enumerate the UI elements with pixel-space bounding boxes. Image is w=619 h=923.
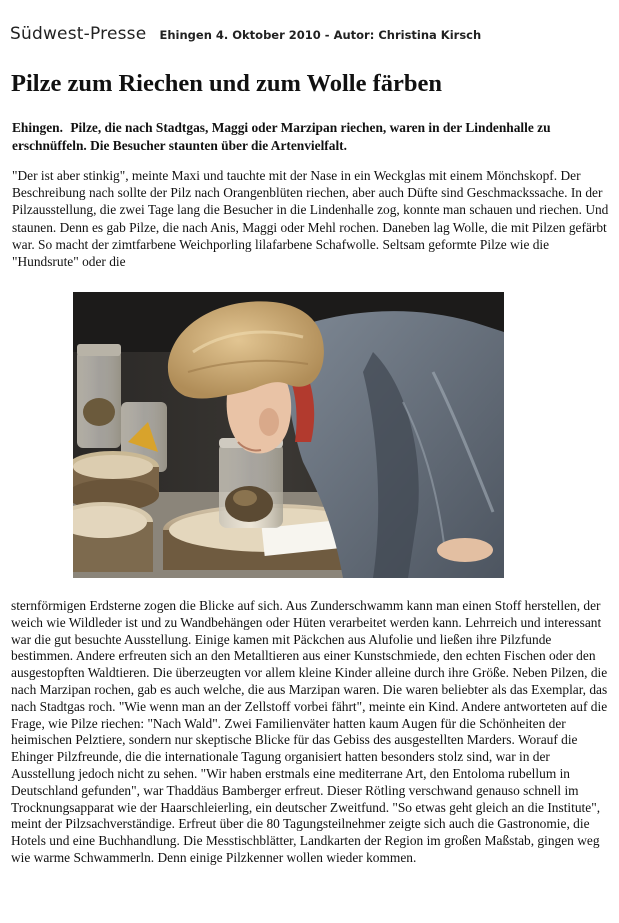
article-photo	[73, 292, 504, 578]
lead-location: Ehingen.	[12, 120, 63, 135]
headline: Pilze zum Riechen und zum Wolle färben	[11, 70, 442, 97]
newspaper-name: Südwest-Presse	[10, 24, 147, 44]
lead-paragraph	[12, 119, 612, 155]
body-paragraph-1: "Der ist aber stinkig", meinte Maxi und tauchte mit der Nase in ein Weckglas mit einem Mönchskopf. Der Beschreibung nach sollte der Pilz nach Orangenblüten riechen, aber auch Düfte sind Geschmackssache. In der Pilzausstellung, die zwei Tage lang die Besucher in die Lindenhalle zog, konnte man schauen und riechen. Und staunen. Denn es gab Pilze, die nach Anis, Maggi oder Mehl rochen. Daneben lag Wolle, die mit Pilzen gefärbt war. So macht der zimtfarbene Weichporling lilafarbene Schafwolle. Seltsam geformte Pilze wie die "Hundsrute" oder die	[12, 168, 609, 270]
lead-text: Pilze, die nach Stadtgas, Maggi oder Marzipan riechen, waren in der Lindenhalle zu erschnüffeln. Die Besucher staunten über die Artenvielfalt.	[12, 120, 551, 153]
photo-boy-smelling-mushroom-jar	[73, 292, 504, 578]
article-meta: Ehingen 4. Oktober 2010 - Autor: Christina Kirsch	[159, 28, 482, 42]
body-paragraph-2: sternförmigen Erdsterne zogen die Blicke auf sich. Aus Zunderschwamm kann man einen Stoff herstellen, der weich wie Wildleder ist und zu Wandbehängen oder Hüten verarbeitet werden kann. Lehrreich und interessant war die gut besuchte Ausstellung. Einige kamen mit Päckchen aus Alufolie und ließen ihre Pilzfunde bestimmen. Andere erfreuten sich an den Metalltieren aus einer Kunstschmiede, den echten Fischen oder den ausgestopften Waldtieren. Die überzeugten vor allem kleine Kinder alleine durch ihre Größe. Neben Pilzen, die nach Marzipan rochen, gab es auch welche, die aus Marzipan waren. Die waren beliebter als das Exemplar, das nach Stadtgas roch. "Wie wenn man an der Zellstoff vorbei fährt", meinte ein Kind. Andere antworteten auf die Frage, wie Pilze riechen: "Nach Wald". Zwei Familienväter hatten kaum Augen für die Schönheiten der heimischen Pelztiere, sondern nur skeptische Blicke für das Gebiss des ausgestellten Marders. Worauf die Ehinger Pilzfreunde, die die internationale Tagung organisiert hatten besonders stolz sind, war in der Ausstellung jedoch nicht zu sehen. "Wir haben erstmals eine mediterrane Art, den Entoloma rubellum in Deutschland gefunden", war Thaddäus Bamberger erfreut. Dieser Rötling verschwand genauso schnell im Trocknungsapparat wie der Haarschleierling, ein deutscher Zweitfund. "So etwas geht gleich an die Institute", meint der Pilzsachverständige. Erfreut über die 80 Tagungsteilnehmer zeigte sich auch die Gastronomie, die Hotels und eine Buchhandlung. Die Messtischblätter, Landkarten der Region im großen Maßstab, gingen weg wie warme Schwammerln. Denn einige Pilzkenner wollen wieder kommen.	[11, 598, 608, 865]
masthead	[10, 24, 610, 44]
